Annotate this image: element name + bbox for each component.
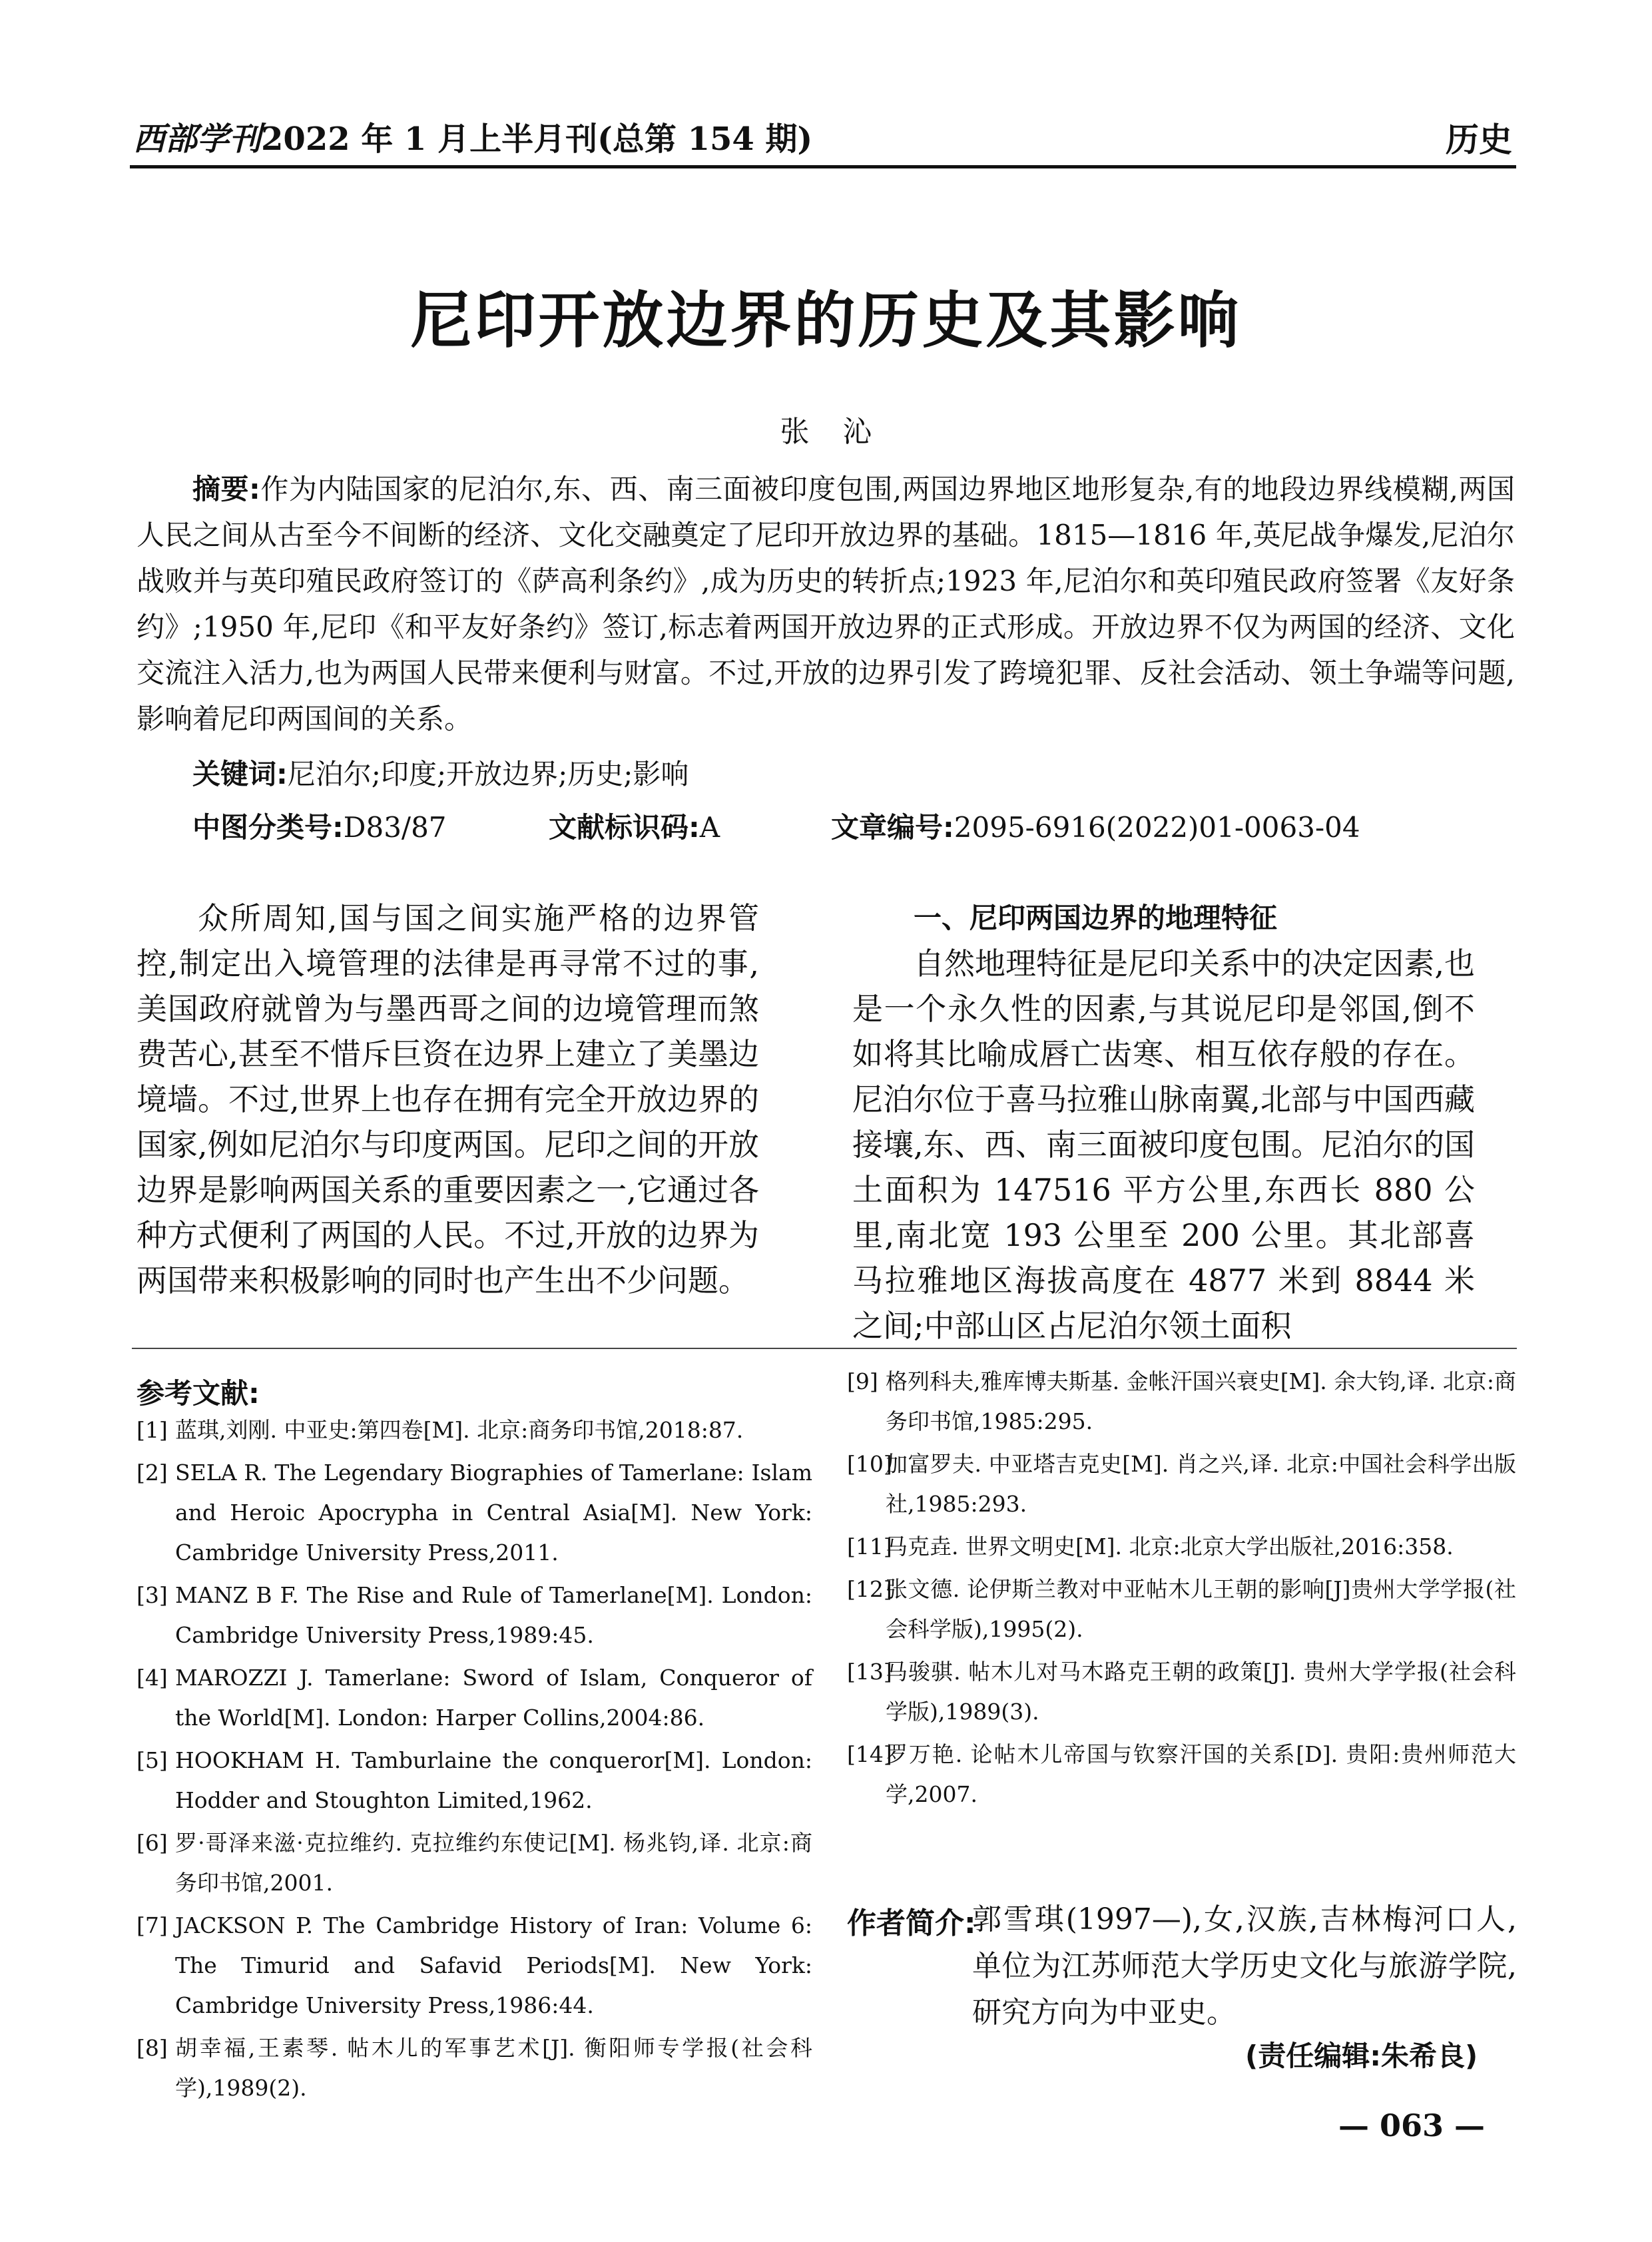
references-left-column	[137, 1410, 812, 2111]
author-name: 张沁	[780, 415, 906, 449]
reference-text: 马骏骐. 帖木儿对马木路克王朝的政策[J]. 贵州大学学报(社会科学版),1989(3).	[886, 1659, 1516, 1725]
reference-item	[847, 1527, 1516, 1567]
references-divider	[132, 1348, 1517, 1349]
keywords-text: 尼泊尔;印度;开放边界;历史;影响	[287, 758, 689, 790]
doc-code-value: A	[699, 811, 720, 844]
journal-logo: 西部学刊	[133, 121, 262, 158]
reference-text: SELA R. The Legendary Biographies of Tamerlane: Islam and Heroic Apocrypha in Central Asia[M]. New York: Cambridge University Press,2011.	[175, 1460, 812, 1565]
reference-text: 胡幸福,王素琴. 帖木儿的军事艺术[J]. 衡阳师专学报(社会科学),1989(2).	[175, 2035, 812, 2101]
intro-paragraph: 众所周知,国与国之间实施严格的边界管控,制定出入境管理的法律是再寻常不过的事,美国政府就曾为与墨西哥之间的边境管理而煞费苦心,甚至不惜斥巨资在边界上建立了美墨边境墙。不过,世界上也存在拥有完全开放边界的国家,例如尼泊尔与印度两国。尼印之间的开放边界是影响两国关系的重要因素之一,它通过各种方式便利了两国的人民。不过,开放的边界为两国带来积极影响的同时也产生出不少问题。	[137, 900, 759, 1298]
abstract-text: 作为内陆国家的尼泊尔,东、西、南三面被印度包围,两国边界地区地形复杂,有的地段边界线模糊,两国人民之间从古至今不间断的经济、文化交融奠定了尼印开放边界的基础。1815—1816 年,英尼战争爆发,尼泊尔战败并与英印殖民政府签订的《萨高利条约》,成为历史的转折点;1923 年,尼泊尔和英印殖民政府签署《友好条约》;1950 年,尼印《和平友好条约》签订,标志着两国开放边界的正式形成。开放边界不仅为两国的经济、文化交流注入活力,也为两国人民带来便利与财富。不过,开放的边界引发了跨境犯罪、反社会活动、领土争端等问题,影响着尼印两国间的关系。	[137, 473, 1515, 735]
abstract	[137, 466, 1515, 742]
reference-number: [3]	[137, 1582, 168, 1608]
keywords	[192, 752, 688, 792]
reference-text: 蓝琪,刘刚. 中亚史:第四卷[M]. 北京:商务印书馆,2018:87.	[175, 1417, 744, 1443]
reference-item	[847, 1735, 1516, 1815]
reference-text: MANZ B F. The Rise and Rule of Tamerlane[M]. London: Cambridge University Press,1989:45.	[175, 1582, 812, 1648]
clc-number	[192, 806, 447, 846]
header-rule	[130, 165, 1516, 168]
reference-item	[137, 1453, 812, 1573]
reference-number: [10]	[847, 1451, 892, 1477]
references-heading: 参考文献:	[137, 1377, 260, 1410]
reference-number: [4]	[137, 1665, 168, 1691]
author-bio-label: 作者简介:	[847, 1906, 976, 1940]
responsible-editor: (责任编辑:朱希良)	[1245, 2040, 1478, 2072]
reference-item	[847, 1362, 1516, 1442]
reference-number: [14]	[847, 1741, 892, 1767]
reference-text: 张文德. 论伊斯兰教对中亚帖木儿王朝的影响[J]贵州大学学报(社会科学版),1995(2).	[886, 1576, 1516, 1642]
reference-text: 马克垚. 世界文明史[M]. 北京:北京大学出版社,2016:358.	[886, 1534, 1454, 1559]
reference-number: [11]	[847, 1534, 892, 1559]
reference-text: MAROZZI J. Tamerlane: Sword of Islam, Conqueror of the World[M]. London: Harper Collins,2004:86.	[175, 1665, 812, 1731]
clc-value: D83/87	[343, 811, 447, 844]
section-1-heading: 一、尼印两国边界的地理特征	[914, 902, 1278, 934]
reference-number: [2]	[137, 1460, 168, 1486]
reference-item	[847, 1444, 1516, 1524]
reference-text: HOOKHAM H. Tamburlaine the conqueror[M]. London: Hodder and Stoughton Limited,1962.	[175, 1747, 812, 1813]
reference-text: 加富罗夫. 中亚塔吉克史[M]. 肖之兴,译. 北京:中国社会科学出版社,1985:293.	[886, 1451, 1516, 1517]
reference-item	[847, 1652, 1516, 1732]
reference-number: [5]	[137, 1747, 168, 1773]
reference-item	[137, 1658, 812, 1738]
references-right-column	[847, 1362, 1516, 1817]
clc-label: 中图分类号:	[192, 811, 344, 844]
article-no-value: 2095-6916(2022)01-0063-04	[954, 811, 1360, 844]
reference-number: [6]	[137, 1830, 168, 1856]
reference-number: [8]	[137, 2035, 168, 2061]
reference-item	[137, 1410, 812, 1450]
page-number: — 063 —	[1338, 2107, 1486, 2143]
reference-item	[137, 1575, 812, 1655]
reference-number: [9]	[847, 1368, 878, 1394]
reference-number: [1]	[137, 1417, 168, 1443]
reference-text: 格列科夫,雅库博夫斯基. 金帐汗国兴衰史[M]. 余大钧,译. 北京:商务印书馆,1985:295.	[886, 1368, 1516, 1434]
reference-number: [13]	[847, 1659, 892, 1685]
article-number	[831, 806, 1360, 846]
issue-info: 2022 年 1 月上半月刊(总第 154 期)	[261, 121, 813, 158]
reference-text: 罗·哥泽来滋·克拉维约. 克拉维约东使记[M]. 杨兆钧,译. 北京:商务印书馆,2001.	[175, 1830, 812, 1896]
reference-item	[137, 1741, 812, 1821]
article-title: 尼印开放边界的历史及其影响	[410, 284, 1242, 356]
article-no-label: 文章编号:	[831, 811, 954, 844]
keywords-label: 关键词:	[192, 758, 288, 790]
section-1-text: 自然地理特征是尼印关系中的决定因素,也是一个永久性的因素,与其说尼印是邻国,倒不如将其比喻成唇亡齿寒、相互依存般的存在。尼泊尔位于喜马拉雅山脉南翼,北部与中国西藏接壤,东、西、南三面被印度包围。尼泊尔的国土面积为 147516 平方公里,东西长 880 公里,南北宽 193 公里至 200 公里。其北部喜马拉雅地区海拔高度在 4877 米到 8844 米之间;中部山区占尼泊尔领土面积	[852, 946, 1475, 1344]
reference-number: [12]	[847, 1576, 892, 1602]
reference-text: 罗万艳. 论帖木儿帝国与钦察汗国的关系[D]. 贵阳:贵州师范大学,2007.	[886, 1741, 1516, 1807]
section-1	[852, 896, 1475, 1348]
doc-code-label: 文献标识码:	[549, 811, 700, 844]
running-header	[133, 113, 812, 159]
reference-item	[137, 1823, 812, 1903]
section-label: 历史	[1446, 120, 1512, 159]
reference-number: [7]	[137, 1912, 168, 1938]
author-bio-text: 郭雪琪(1997—),女,汉族,吉林梅河口人,单位为江苏师范大学历史文化与旅游学院,研究方向为中亚史。	[972, 1902, 1517, 2030]
reference-item	[137, 1906, 812, 2026]
abstract-label: 摘要:	[192, 473, 260, 505]
reference-item	[137, 2028, 812, 2108]
reference-item	[847, 1569, 1516, 1649]
reference-text: JACKSON P. The Cambridge History of Iran: Volume 6: The Timurid and Safavid Periods[M]. New York: Cambridge University Press,1986:44.	[175, 1912, 812, 2018]
doc-code	[549, 806, 720, 846]
